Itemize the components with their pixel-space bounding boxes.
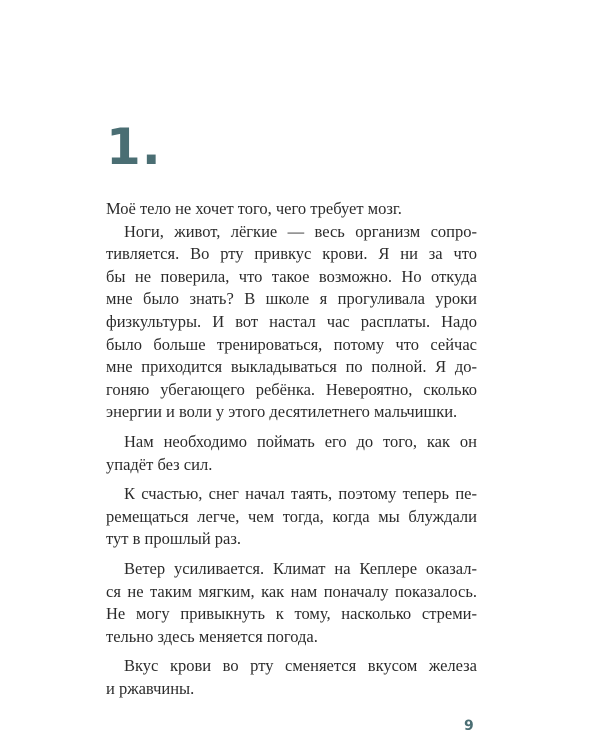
text-line: Ноги, живот, лёгкие — весь организм сопро- <box>124 221 477 241</box>
text-line: Ветер усиливается. Климат на Кеплере оказал- <box>124 558 477 578</box>
text-line: Не могу привыкнуть к тому, насколько стреми- <box>106 604 477 624</box>
text-line: упадёт без сил. <box>106 454 213 474</box>
text-line: К счастью, снег начал таять, поэтому теперь пе- <box>124 484 477 504</box>
paragraph <box>106 198 477 221</box>
text-line: было больше тренироваться, потому что сейчас <box>106 334 477 354</box>
text-line: энергии и воли у этого десятилетнего мальчишки. <box>106 402 458 422</box>
paragraph <box>106 431 477 476</box>
page-number: 9 <box>464 718 474 734</box>
text-line: тут в прошлый раз. <box>106 529 242 549</box>
text-line: тельно здесь меняется погода. <box>106 626 318 646</box>
text-line: Моё тело не хочет того, чего требует мозг. <box>106 199 402 218</box>
paragraph <box>106 221 477 424</box>
paragraph <box>106 558 477 648</box>
paragraph <box>106 655 477 700</box>
chapter-body <box>106 198 477 700</box>
paragraph <box>106 483 477 551</box>
text-line: Вкус крови во рту сменяется вкусом железа <box>124 656 477 676</box>
text-line: ся не таким мягким, как нам поначалу показалось. <box>106 581 477 601</box>
text-line: мне было знать? В школе я прогуливала уроки <box>106 289 477 309</box>
text-line: физкультуры. И вот настал час расплаты. Надо <box>106 311 477 331</box>
text-line: мне приходится выкладываться по полной. Я до- <box>106 357 477 377</box>
text-line: бы не поверила, что такое возможно. Но откуда <box>106 266 477 286</box>
text-line: Нам необходимо поймать его до того, как он <box>124 431 477 451</box>
text-line: тивляется. Во рту привкус крови. Я ни за что <box>106 244 477 264</box>
text-line: гоняю убегающего ребёнка. Невероятно, сколько <box>106 379 477 399</box>
chapter-number: 1. <box>106 118 162 176</box>
text-line: ремещаться легче, чем тогда, когда мы блуждали <box>106 506 477 526</box>
text-line: и ржавчины. <box>106 678 195 698</box>
